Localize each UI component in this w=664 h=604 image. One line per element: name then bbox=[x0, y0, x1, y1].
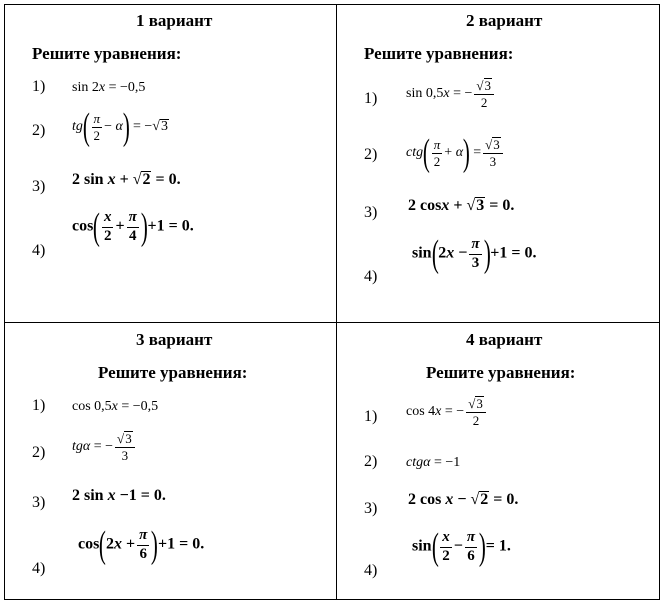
item-number: 2) bbox=[32, 122, 46, 139]
instruction: Решите уравнения: bbox=[98, 363, 248, 382]
item-number: 3) bbox=[32, 178, 46, 195]
instruction: Решите уравнения: bbox=[426, 363, 576, 382]
equation-4: cos(2x + $\frac{\pi}{6}$ )+1 = 0. bbox=[78, 524, 205, 566]
equation-4: sin(2x − $\frac{\pi}{3}$ )+1 = 0. bbox=[412, 233, 537, 275]
equation-2: ctg( $\frac{\pi}{2}$ + α) = $\frac{√3}{3}$ bbox=[406, 134, 505, 172]
instruction: Решите уравнения: bbox=[32, 44, 182, 63]
item-number: 2) bbox=[364, 146, 378, 163]
equation-4: sin( $\frac{x}{2}$ − $\frac{\pi}{6}$ )= 1. bbox=[412, 526, 511, 568]
variant-title: 3 вариант bbox=[136, 330, 213, 349]
equation-1: cos 4x = − $\frac{√3}{2}$ bbox=[406, 396, 488, 427]
item-number: 4) bbox=[364, 268, 378, 285]
equation-3: 2 sin x −1 = 0. bbox=[72, 487, 166, 504]
equation-3: 2 cos x − √2 = 0. bbox=[408, 491, 519, 508]
item-number: 4) bbox=[32, 242, 46, 259]
equation-3: 2 cosx + √3 = 0. bbox=[408, 197, 515, 214]
item-number: 2) bbox=[364, 453, 378, 470]
variant-title: 4 вариант bbox=[466, 330, 543, 349]
item-number: 1) bbox=[32, 397, 46, 414]
item-number: 1) bbox=[364, 90, 378, 107]
equation-2: tg( $\frac{\pi}{2}$ − α) = −√3 bbox=[72, 106, 168, 148]
variant-title: 2 вариант bbox=[466, 11, 543, 30]
instruction: Решите уравнения: bbox=[364, 44, 514, 63]
item-number: 3) bbox=[364, 500, 378, 517]
item-number: 4) bbox=[364, 562, 378, 579]
equation-1: sin 0,5x = − $\frac{√3}{2}$ bbox=[406, 78, 496, 109]
item-number: 3) bbox=[364, 204, 378, 221]
equation-3: 2 sin x + √2 = 0. bbox=[72, 171, 181, 188]
item-number: 4) bbox=[32, 560, 46, 577]
equation-2: ctgα = −1 bbox=[406, 455, 461, 470]
item-number: 3) bbox=[32, 494, 46, 511]
table-divider-vertical bbox=[336, 4, 337, 600]
equation-2: tgα = − $\frac{√3}{3}$ bbox=[72, 431, 137, 462]
item-number: 1) bbox=[364, 408, 378, 425]
item-number: 1) bbox=[32, 78, 46, 95]
equation-1: sin 2x = −0,5 bbox=[72, 80, 146, 95]
equation-1: cos 0,5x = −0,5 bbox=[72, 399, 159, 414]
item-number: 2) bbox=[32, 444, 46, 461]
equation-4: cos( $\frac{x}{2}$ + $\frac{\pi}{4}$ )+1 = 0. bbox=[72, 206, 194, 248]
table-divider-horizontal bbox=[4, 322, 660, 323]
variant-title: 1 вариант bbox=[136, 11, 213, 30]
